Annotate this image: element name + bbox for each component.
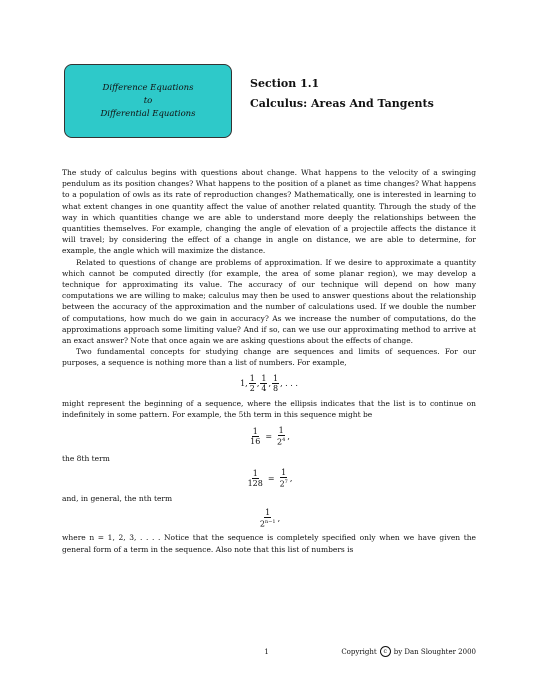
book-title-box — [64, 64, 232, 138]
frac-1-4: $\frac{1}{4}$ — [261, 373, 267, 393]
paragraph-5: the 8th term — [62, 453, 110, 463]
copyright-symbol-icon: c — [380, 646, 391, 657]
paragraph-1: The study of calculus begins with questions about change. What happens to the velocity of a swinging pendulum as its position changes? What happens to the position of a planet as time changes? What happens to a population of owls as its rate of reproduction changes? Mathematically, one is interested in learning to what extent changes in one quantity affect the value of another related quantity. Through the study of the way in which quantities change we are able to understand more deeply the relationships between the quantities themselves. For example, changing the angle of elevation of a projectile affects the distance it will travel; by considering the effect of a change in angle on distance, we are able to determine, for example, the angle which will maximize the distance. — [62, 168, 476, 256]
page-number: 1 — [264, 647, 269, 656]
book-title-line-3: Differential Equations — [100, 108, 196, 119]
paragraph-2: Related to questions of change are problems of approximation. If we desire to approximate a quantity which cannot be computed directly (for example, the area of some planar region), we may develop a technique for approximating its value. The accuracy of our technique will depend on how many computations we are willing to make; calculus may then be used to answer questions about the relationship between the accuracy of the approximation and the number of calculations used. If we double the number of computations, how much do we gain in accuracy? As we increase the number of computations, do the approximations approach some limiting value? And if so, can we use our approximating method to arrive at an exact answer? Note that once again we are asking questions about the effects of change. — [62, 257, 476, 346]
frac-1-8: $\frac{1}{8}$ — [273, 373, 279, 393]
section-heading — [250, 74, 434, 114]
seq-ellipsis: , . . . — [280, 378, 298, 388]
paragraph-3: Two fundamental concepts for studying change are sequences and limits of sequences. For our purposes, a sequence is nothing more than a list of numbers. For example, — [62, 347, 476, 368]
paragraph-6: and, in general, the nth term — [62, 493, 173, 503]
seq-first-term: 1, — [240, 378, 248, 388]
eighth-term-equation: $\frac{1}{128}$ = $\frac{1}{2^7}$ , — [247, 467, 293, 489]
frac-1-16: $\frac{1}{16}$ — [250, 426, 261, 446]
page-footer — [62, 646, 476, 657]
body-text — [62, 167, 476, 555]
copyright-suffix: by Dan Sloughter 2000 — [393, 647, 476, 656]
frac-1-2-pow-4: $\frac{1}{2^4}$ — [277, 426, 286, 447]
fifth-term-equation: $\frac{1}{16}$ = $\frac{1}{2^4}$ , — [250, 426, 290, 447]
book-title-line-1: Difference Equations — [102, 82, 194, 93]
paragraph-4: might represent the beginning of a sequence, where the ellipsis indicates that the list is to continue on indefinitely in some pattern. For example, the 5th term in this sequence might be — [62, 398, 476, 419]
copyright-notice — [341, 646, 476, 657]
sequence-equation: 1, $\frac{1}{2}$ , $\frac{1}{4}$ , $\frac{1}{8}$ , . . . — [240, 373, 298, 393]
copyright-prefix: Copyright — [341, 647, 377, 656]
section-title: Calculus: Areas And Tangents — [250, 97, 434, 110]
paragraph-7: where n = 1, 2, 3, . . . . Notice that the sequence is completely specified only when we have given the general form of a term in the sequence. Also note that this list of numbers is — [62, 533, 476, 554]
frac-1-2-pow-7: $\frac{1}{2^7}$ — [279, 467, 288, 489]
frac-1-2: $\frac{1}{2}$ — [249, 373, 255, 393]
book-title-line-2: to — [143, 95, 153, 106]
nth-term-equation: $\frac{1}{2^{n-1}}$ , — [259, 507, 281, 529]
frac-1-128: $\frac{1}{128}$ — [247, 468, 263, 488]
section-number: Section 1.1 — [250, 77, 320, 90]
frac-1-2-pow-n-minus-1: $\frac{1}{2^{n-1}}$ — [259, 507, 276, 529]
